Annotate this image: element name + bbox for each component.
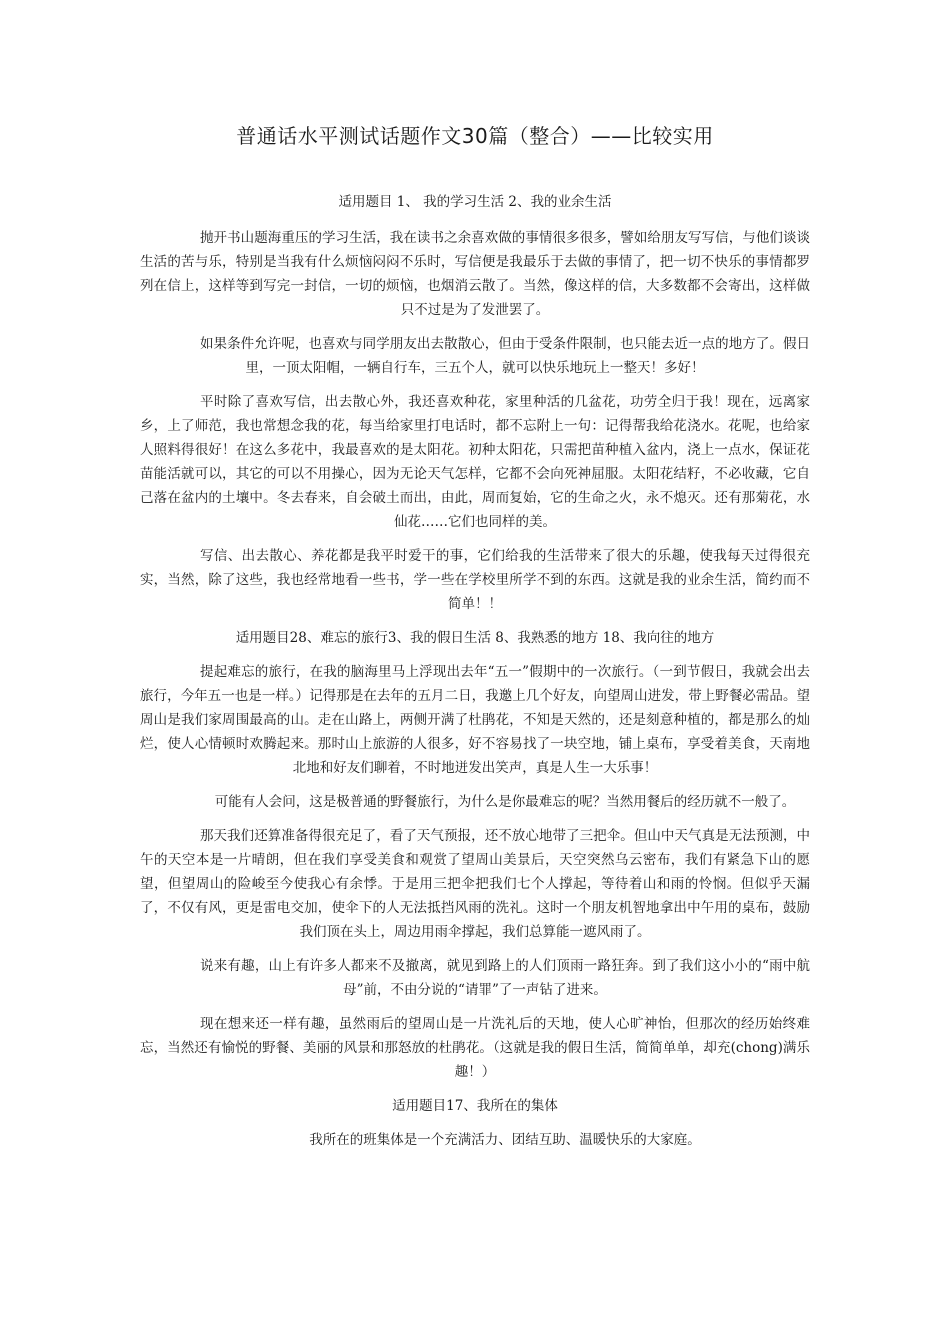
topic-heading-1: 适用题目 1、 我的学习生活 2、我的业余生活 [338, 194, 612, 210]
paragraph-3: 平时除了喜欢写信，出去散心外，我还喜欢种花，家里种活的几盆花，功劳全归于我！现在，远离家乡，上了师范，我也常想念我的花，每当给家里打电话时，都不忘附上一句：记得帮我给花浇水。花呢，也给家人照料得很好！在这么多花中，我最喜欢的是太阳花。初种太阳花，只需把苗种植入盆内，浇上一点水，保证花苗能活就可以，其它的可以不用操心，因为无论天气怎样，它都不会向死神屈服。太阳花结籽，不必收藏，它自己落在盆内的土壤中。冬去春来，自会破土而出，由此，周而复始，它的生命之火，永不熄灭。还有那菊花，水仙花……它们也同样的美。 [140, 394, 810, 530]
paragraph-9: 现在想来还一样有趣，虽然雨后的望周山是一片洗礼后的天地，使人心旷神怡，但那次的经历始终难忘，当然还有愉悦的野餐、美丽的风景和那怒放的杜鹃花。（这就是我的假日生活，简简单单，却充(chong)满乐趣！） [140, 1016, 810, 1080]
paragraph-4: 写信、出去散心、养花都是我平时爱干的事，它们给我的生活带来了很大的乐趣，使我每天过得很充实，当然，除了这些，我也经常地看一些书，学一些在学校里所学不到的东西。这就是我的业余生活，简约而不简单！！ [140, 548, 810, 612]
paragraph-5: 提起难忘的旅行，在我的脑海里马上浮现出去年“五一”假期中的一次旅行。（一到节假日，我就会出去旅行，今年五一也是一样。）记得那是在去年的五月二日，我邀上几个好友，向望周山进发，带上野餐必需品。望周山是我们家周围最高的山。走在山路上，两侧开满了杜鹃花，不知是天然的，还是刻意种植的，都是那么的灿烂，使人心情顿时欢腾起来。那时山上旅游的人很多，好不容易找了一块空地，铺上桌布，享受着美食，天南地北地和好友们聊着，不时地迸发出笑声，真是人生一大乐事！ [140, 664, 810, 776]
document-body [140, 190, 810, 1162]
topic-heading-2: 适用题目28、难忘的旅行3、我的假日生活 8、我熟悉的地方 18、我向往的地方 [235, 630, 715, 646]
topic-heading-3: 适用题目17、我所在的集体 [392, 1098, 558, 1114]
paragraph-2: 如果条件允许呢，也喜欢与同学朋友出去散散心，但由于受条件限制，也只能去近一点的地方了。假日里，一顶太阳帽，一辆自行车，三五个人，就可以快乐地玩上一整天！多好！ [200, 336, 810, 376]
paragraph-8: 说来有趣，山上有许多人都来不及撤离，就见到路上的人们顶雨一路狂奔。到了我们这小小的“雨中航母”前，不由分说的“请罪”了一声钻了进来。 [200, 958, 810, 998]
paragraph-1: 抛开书山题海重压的学习生活，我在读书之余喜欢做的事情很多很多，譬如给朋友写写信，与他们谈谈生活的苦与乐，特别是当我有什么烦恼闷闷不乐时，写信便是我最乐于去做的事情了，把一切不快乐的事情都罗列在信上，这样等到写完一封信，一切的烦恼，也烟消云散了。当然，像这样的信，大多数都不会寄出，这样做只不过是为了发泄罢了。 [140, 230, 810, 318]
paragraph-7: 那天我们还算准备得很充足了，看了天气预报，还不放心地带了三把伞。但山中天气真是无法预测，中午的天空本是一片晴朗，但在我们享受美食和观赏了望周山美景后，天空突然乌云密布，我们有紧急下山的愿望，但望周山的险峻至今使我心有余悸。于是用三把伞把我们七个人撑起，等待着山和雨的怜悯。但似乎天漏了，不仅有风，更是雷电交加，使伞下的人无法抵挡风雨的洗礼。这时一个朋友机智地拿出中午用的桌布，鼓励我们顶在头上，周边用雨伞撑起，我们总算能一遮风雨了。 [140, 828, 810, 940]
paragraph-6: 可能有人会问，这是极普通的野餐旅行，为什么是你最难忘的呢？当然用餐后的经历就不一般了。 [214, 794, 796, 810]
document-title: 普通话水平测试话题作文30篇（整合）——比较实用 [236, 124, 714, 148]
paragraph-10: 我所在的班集体是一个充满活力、团结互助、温暖快乐的大家庭。 [309, 1132, 701, 1148]
